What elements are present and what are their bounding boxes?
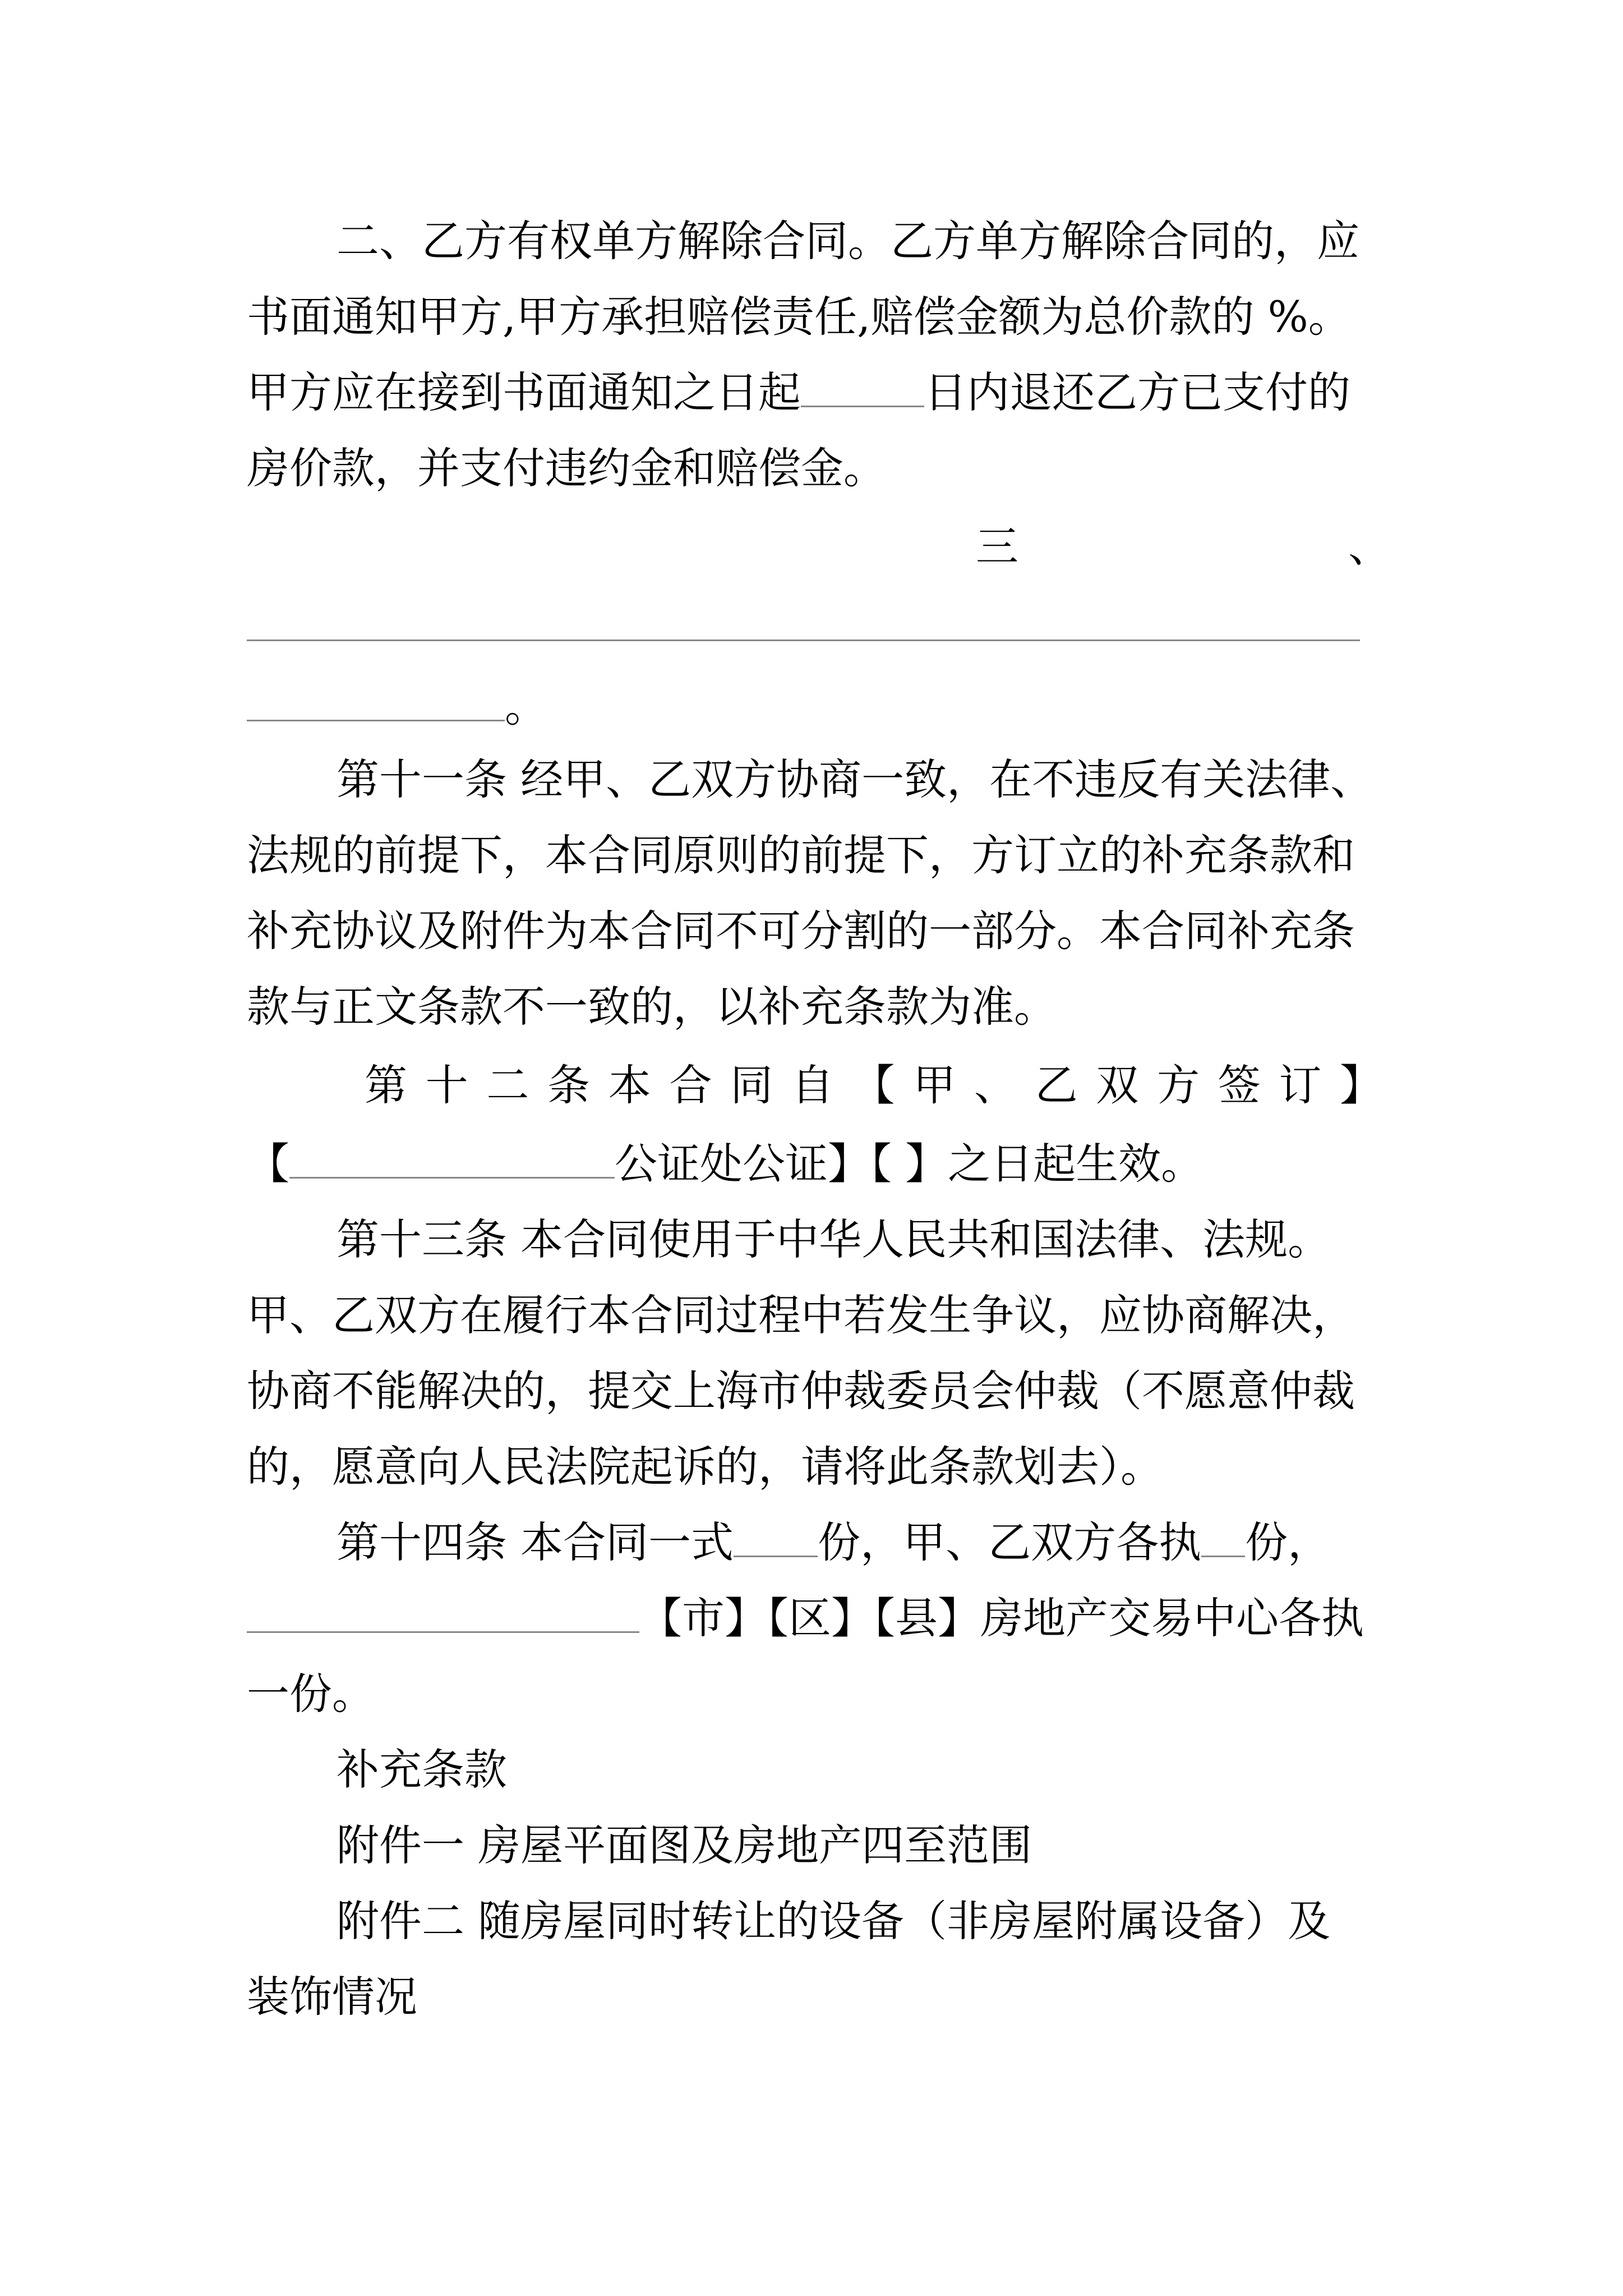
article-13-line-4: 的，愿意向人民法院起诉的，请将此条款划去）。 <box>247 1442 1163 1492</box>
article-11-line-2: 法规的前提下，本合同原则的前提下，方订立的补充条款和 <box>247 830 1355 880</box>
article-13-line-2: 甲、乙双方在履行本合同过程中若发生争议，应协商解决， <box>247 1290 1355 1340</box>
article-11-line-3: 补充协议及附件为本合同不可分割的一部分。本合同补充条 <box>247 906 1355 956</box>
article-12-char: 十 <box>425 1060 468 1110</box>
article-14-line-1-part-1: 第十四条 本合同一式 <box>336 1517 734 1567</box>
article-12-char: 条 <box>547 1060 591 1110</box>
article-12-char: 订 <box>1279 1060 1322 1110</box>
article-12-char: 签 <box>1218 1060 1261 1110</box>
copies-each-blank <box>1201 1515 1245 1557</box>
clause-3-comma: 、 <box>1348 522 1391 572</box>
article-12-char: 方 <box>1156 1060 1200 1110</box>
article-14-line-1 <box>336 1512 1402 1573</box>
clause-2-line-3-part-1: 甲方应在接到书面通知之日起 <box>247 367 801 417</box>
clause-2-line-3 <box>247 362 1402 424</box>
attachment-1: 附件一 房屋平面图及房地产四至范围 <box>336 1820 1032 1870</box>
attachment-2-line-2: 装饰情况 <box>247 1972 417 2022</box>
notary-blank <box>289 1137 615 1179</box>
article-11-line-1: 第十一条 经甲、乙双方协商一致，在不违反有关法律、 <box>336 754 1373 804</box>
clause-2-line-2: 书面通知甲方,甲方承担赔偿责任,赔偿金额为总价款的 %。 <box>247 292 1351 342</box>
article-13-line-3: 协商不能解决的，提交上海市仲裁委员会仲裁（不愿意仲裁 <box>247 1366 1355 1416</box>
article-12-char: 】 <box>1340 1060 1382 1110</box>
article-11-line-4: 款与正文条款不一致的，以补充条款为准。 <box>247 982 1057 1032</box>
article-12-char: 同 <box>730 1060 773 1110</box>
days-blank <box>801 365 924 407</box>
clause-2-line-3-part-2: 日内退还乙方已支付的 <box>924 367 1350 417</box>
article-12-char: 合 <box>669 1060 712 1110</box>
article-12-char: 二 <box>486 1060 529 1110</box>
article-12-char: 第 <box>365 1060 407 1110</box>
article-12-char: 、 <box>974 1060 1017 1110</box>
article-12-char: 乙 <box>1035 1060 1078 1110</box>
clause-3-blank-line-1 <box>247 639 1360 641</box>
article-13-line-1: 第十三条 本合同使用于中华人民共和国法律、法规。 <box>336 1214 1331 1264</box>
article-12-line-2-rest: 公证处公证】【 】之日起生效。 <box>615 1139 1204 1189</box>
clause-2-line-4: 房价款，并支付违约金和赔偿金。 <box>247 443 886 493</box>
supplementary-clauses: 补充条款 <box>336 1745 507 1795</box>
agency-blank <box>247 1591 639 1633</box>
article-12-char: 甲 <box>913 1060 956 1110</box>
copies-total-blank <box>734 1515 818 1557</box>
article-12-char: 双 <box>1096 1060 1139 1110</box>
article-14-line-1-part-2: 份，甲、乙双方各执 <box>818 1517 1202 1567</box>
article-14-line-1-part-3: 份， <box>1245 1517 1331 1567</box>
article-14-line-3: 一份。 <box>247 1669 375 1719</box>
clause-3-blank-line-2 <box>247 676 1402 738</box>
clause-3-heading <box>976 516 1391 578</box>
clause-3-blank <box>247 679 505 721</box>
article-12-char: 自 <box>791 1060 834 1110</box>
clause-3-number: 三 <box>976 522 1018 572</box>
article-12-line-2-bracket: 【 <box>247 1139 289 1189</box>
article-14-line-2 <box>247 1588 1402 1649</box>
clause-2-line-1: 二、乙方有权单方解除合同。乙方单方解除合同的，应 <box>336 216 1359 266</box>
article-12-line-2 <box>247 1133 1402 1195</box>
article-14-line-2-rest: 【市】【区】【县】房地产交易中心各执 <box>639 1593 1364 1643</box>
clause-3-period: 。 <box>505 682 547 731</box>
article-12-line-1 <box>365 1055 1382 1116</box>
attachment-2-line-1: 附件二 随房屋同时转让的设备（非房屋附属设备）及 <box>336 1896 1331 1946</box>
article-12-char: 本 <box>608 1060 651 1110</box>
article-12-char: 【 <box>852 1060 895 1110</box>
